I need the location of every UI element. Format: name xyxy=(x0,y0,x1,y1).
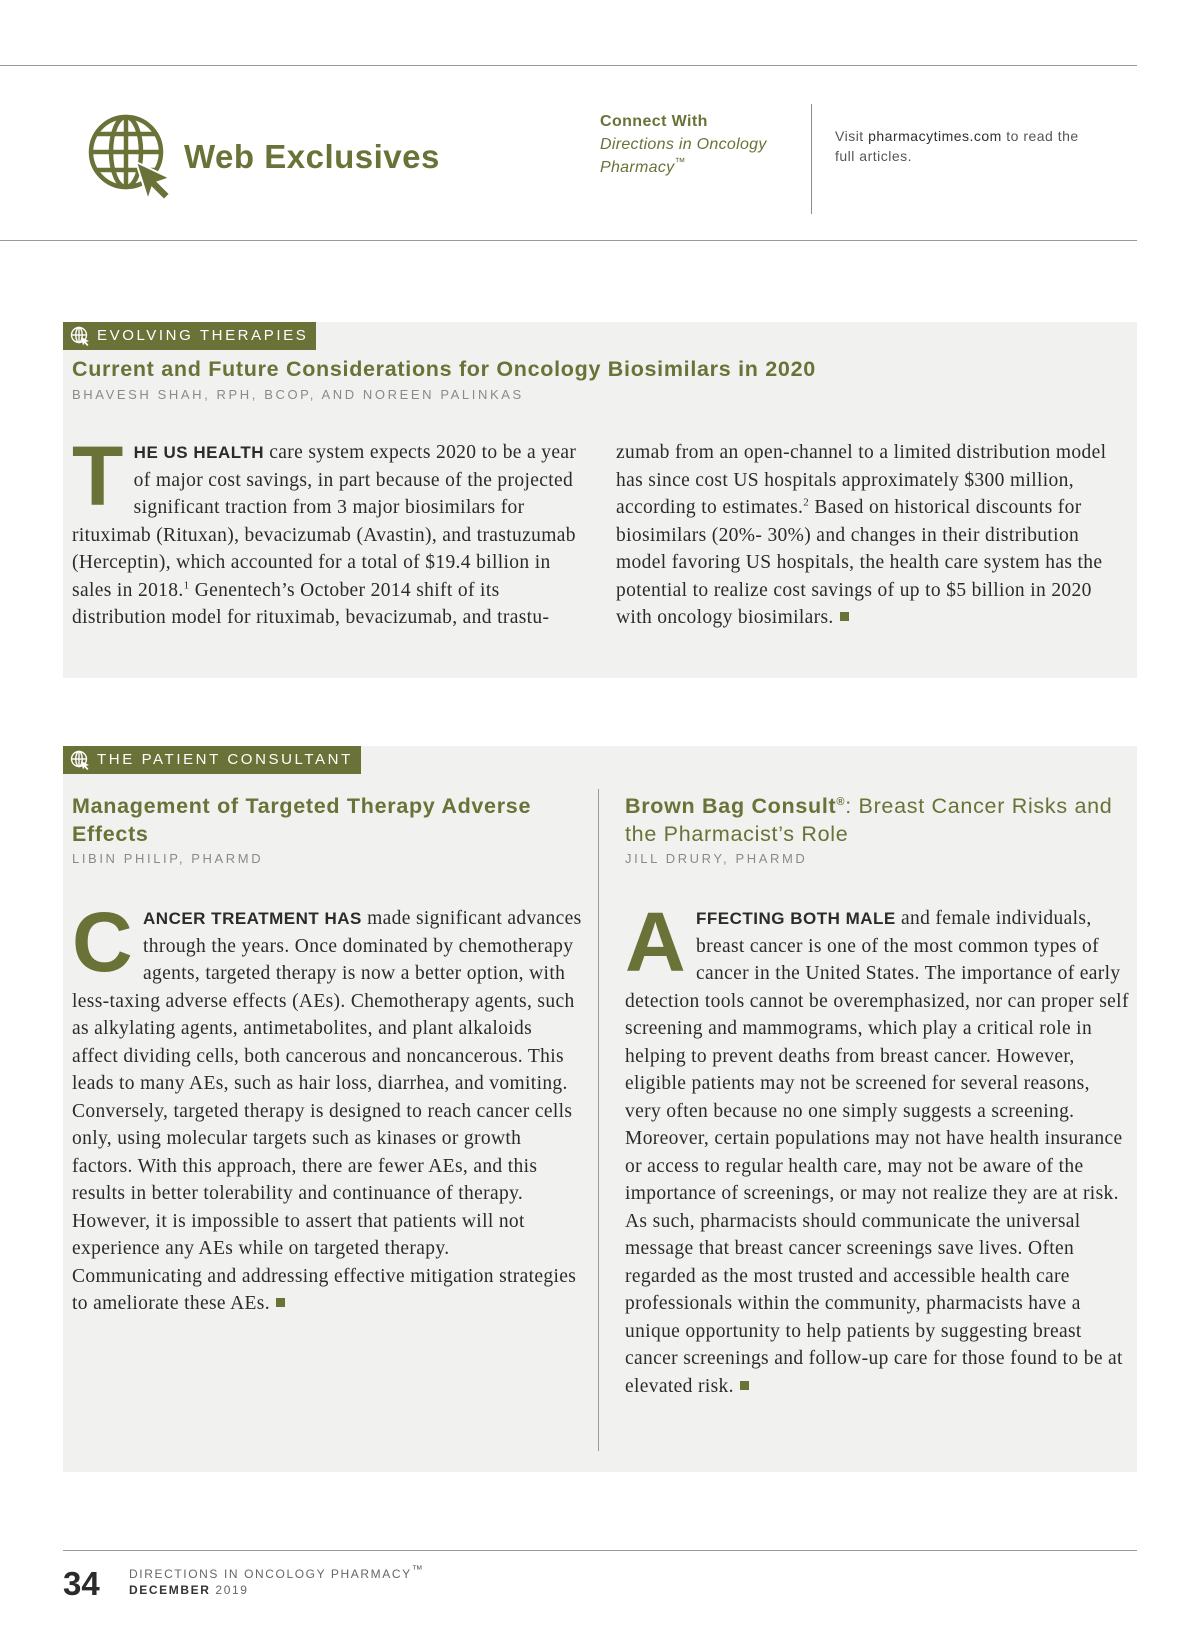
drop-cap: C xyxy=(72,895,134,989)
header-divider xyxy=(811,104,812,214)
globe-cursor-icon xyxy=(70,750,90,770)
visit-note: Visit pharmacytimes.com to read the full articles. xyxy=(835,128,1079,164)
footer-rule xyxy=(63,1550,1137,1551)
page-number: 34 xyxy=(63,1565,100,1602)
article-column-2: zumab from an open-channel to a limited distribution model has since cost US hospitals approximately $300 million, according to estimates.$^2$ Based on historical discounts for biosimilars (20%- 30%) and changes in their distribution model favoring US hospitals, the health care system has the potential to realize cost savings of up to $5 billion in 2020 with oncology biosimilars. xyxy=(616,442,1107,628)
end-mark-icon xyxy=(276,1298,285,1307)
article-byline: JILL DRURY, PHARMD xyxy=(625,851,808,866)
drop-cap: A xyxy=(625,895,687,989)
article-column-1: THE US HEALTH care system expects 2020 to be a year of major cost savings, in part because of the projected significant traction from 3 major biosimilars for rituximab (Rituxan), bevacizumab (Avastin), and trastuzumab (Herceptin), which accounted for a total of $19.4 billion in sales in 2018.$^1$ Genentech’s October 2014 shift of its distribution model for rituximab, bevacizumab, and trastu- xyxy=(72,429,577,628)
globe-cursor-icon xyxy=(86,112,176,202)
section-tag: EVOLVING THERAPIES xyxy=(63,322,316,350)
article-title[interactable]: Brown Bag Consult®: Breast Cancer Risks and the Pharmacist’s Role xyxy=(625,794,1113,846)
article-byline: LIBIN PHILIP, PHARMD xyxy=(72,851,264,866)
article-body: CANCER TREATMENT HAS made significant advances through the years. Once dominated by chemotherapy agents, targeted therapy is now a better option, with less-taxing adverse effects (AEs). Chemotherapy agents, such as alkylating agents, antimetabolites, and plant alkaloids affect dividing cells, both cancerous and noncancerous. This leads to many AEs, such as hair loss, diarrhea, and vomiting. Conversely, targeted therapy is designed to reach cancer cells only, using molecular targets such as kinases or growth factors. With this approach, there are fewer AEs, and this results in better tolerability and continuance of therapy. However, it is impossible to assert that patients will not experience any AEs while on targeted therapy. Communicating and addressing effective mitigation strategies to ameliorate these AEs. xyxy=(72,895,582,1314)
article-byline: BHAVESH SHAH, RPH, BCOP, AND NOREEN PALINKAS xyxy=(72,387,524,402)
globe-cursor-icon xyxy=(70,326,90,346)
page-title: Web Exclusives xyxy=(184,138,440,175)
article-body: AFFECTING BOTH MALE and female individuals, breast cancer is one of the most common types of cancer in the United States. The importance of early detection tools cannot be overemphasized, nor can proper self screening and mammograms, which play a critical role in helping to prevent deaths from breast cancer. However, eligible patients may not be screened for several reasons, very often because no one simply suggests a screening. Moreover, certain populations may not have health insurance or access to regular health care, may not be aware of the importance of screenings, or may not realize they are at risk. As such, pharmacists should communicate the universal message that breast cancer screenings save lives. Often regarded as the most trusted and accessible health care professionals within the community, pharmacists have a unique opportunity to help patients by suggesting breast cancer screenings and follow-up care for those found to be at elevated risk. xyxy=(625,895,1129,1397)
section-tag: THE PATIENT CONSULTANT xyxy=(63,746,361,774)
drop-cap: T xyxy=(72,429,124,523)
connect-label: Connect With xyxy=(600,113,708,130)
site-link[interactable]: pharmacytimes.com xyxy=(868,128,1002,144)
end-mark-icon xyxy=(740,1381,749,1390)
connect-with-block xyxy=(600,110,800,179)
footer-date: DECEMBER 2019 xyxy=(129,1583,249,1597)
header-bottom-rule xyxy=(0,240,1137,241)
end-mark-icon xyxy=(840,612,849,621)
publication-name: Directions in Oncology Pharmacy™ xyxy=(600,136,767,176)
article-title[interactable]: Current and Future Considerations for Oncology Biosimilars in 2020 xyxy=(72,357,816,381)
footer-publication: DIRECTIONS IN ONCOLOGY PHARMACY™ xyxy=(129,1564,425,1581)
article-title[interactable]: Management of Targeted Therapy Adverse Effects xyxy=(72,794,532,846)
column-divider xyxy=(598,789,599,1451)
top-rule xyxy=(0,65,1137,66)
